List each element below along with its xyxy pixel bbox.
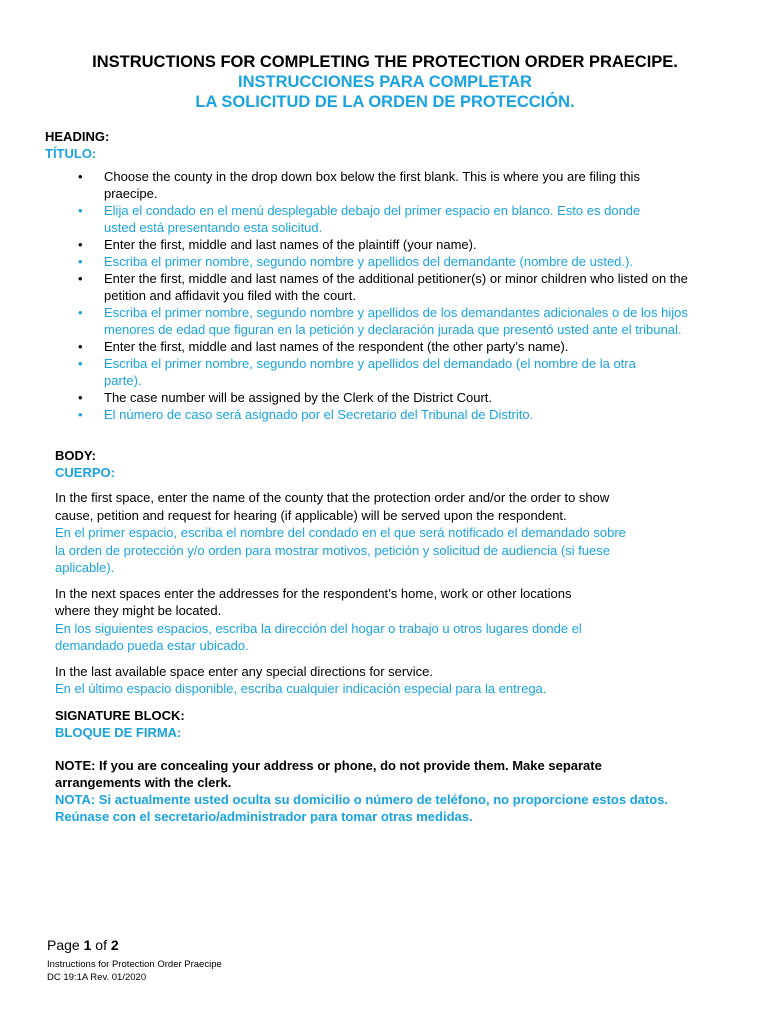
- body-section: [55, 447, 735, 706]
- note-english-line-1: NOTE: If you are concealing your address or phone, do not provide them. Make separate: [55, 758, 602, 773]
- note-section: [55, 757, 745, 825]
- note-spanish-line-1: NOTA: Si actualmente usted oculta su domicilio o número de teléfono, no proporcione estos datos.: [55, 792, 668, 807]
- note-spanish-line-2: Reúnase con el secretario/administrador para tomar otras medidas.: [55, 809, 473, 824]
- list-item: • Enter the first, middle and last names of the respondent (the other party’s name).: [78, 338, 718, 355]
- note-english-line-2: arrangements with the clerk.: [55, 775, 232, 790]
- list-item: • The case number will be assigned by the Clerk of the District Court.: [78, 389, 718, 406]
- body-paragraph-2: In the next spaces enter the addresses for the respondent’s home, work or other locations where they might be located. En los siguientes espacios, escriba la dirección del hogar o trabajo u otros lugares donde el demandado pueda estar ubicado.: [55, 585, 582, 653]
- signature-label-english: SIGNATURE BLOCK:: [55, 708, 185, 723]
- signature-label-spanish: BLOQUE DE FIRMA:: [55, 725, 182, 740]
- signature-section-label: [55, 707, 185, 741]
- heading-label-spanish: TÍTULO:: [45, 146, 97, 161]
- body-label-english: BODY:: [55, 448, 96, 463]
- list-item: • Enter the first, middle and last names of the additional petitioner(s) or minor children who listed on the petition and affidavit you filed with the court.: [78, 270, 718, 304]
- heading-section-label: [45, 128, 109, 162]
- list-item: • Choose the county in the drop down box below the first blank. This is where you are filing this praecipe.: [78, 168, 718, 202]
- list-item: • Escriba el primer nombre, segundo nombre y apellidos del demandante (nombre de usted.).: [78, 253, 718, 270]
- page-footer: [47, 936, 222, 984]
- list-item: • Elija el condado en el menú desplegable debajo del primer espacio en blanco. Esto es donde usted está presentando esta solicitud.: [78, 202, 718, 236]
- list-item: • Escriba el primer nombre, segundo nombre y apellidos del demandado (el nombre de la otra parte).: [78, 355, 718, 389]
- document-title: [0, 52, 770, 112]
- body-paragraph-1: In the first space, enter the name of the county that the protection order and/or the order to show cause, petition and request for hearing (if applicable) will be served upon the respondent. En el primer espacio, escriba el nombre del condado en el que será notificado el demandado sobre la orden de protección y/o orden para mostrar motivos, petición y solicitud de audiencia (si fuese aplicable).: [55, 490, 626, 575]
- list-item: • Escriba el primer nombre, segundo nombre y apellidos de los demandantes adicionales o de los hijos menores de edad que figuran en la petición y declaración jurada que presentó usted ante el tribunal.: [78, 304, 718, 338]
- page-number: Page 1 of 2: [47, 937, 119, 953]
- heading-label-english: HEADING:: [45, 129, 110, 144]
- title-spanish-line-1: INSTRUCCIONES PARA COMPLETAR: [238, 73, 532, 91]
- list-item: • Enter the first, middle and last names of the plaintiff (your name).: [78, 236, 718, 253]
- form-code: DC 19:1A Rev. 01/2020: [47, 972, 147, 983]
- heading-instructions-list: [78, 168, 718, 423]
- title-spanish-line-2: LA SOLICITUD DE LA ORDEN DE PROTECCIÓN.: [195, 93, 575, 111]
- body-paragraph-3: In the last available space enter any special directions for service. En el último espacio disponible, escriba cualquier indicación especial para la entrega.: [55, 663, 547, 696]
- list-item: • El número de caso será asignado por el Secretario del Tribunal de Distrito.: [78, 406, 718, 423]
- form-title: Instructions for Protection Order Praecipe: [47, 959, 222, 970]
- body-label-spanish: CUERPO:: [55, 465, 115, 480]
- title-english: INSTRUCTIONS FOR COMPLETING THE PROTECTION ORDER PRAECIPE.: [92, 53, 678, 71]
